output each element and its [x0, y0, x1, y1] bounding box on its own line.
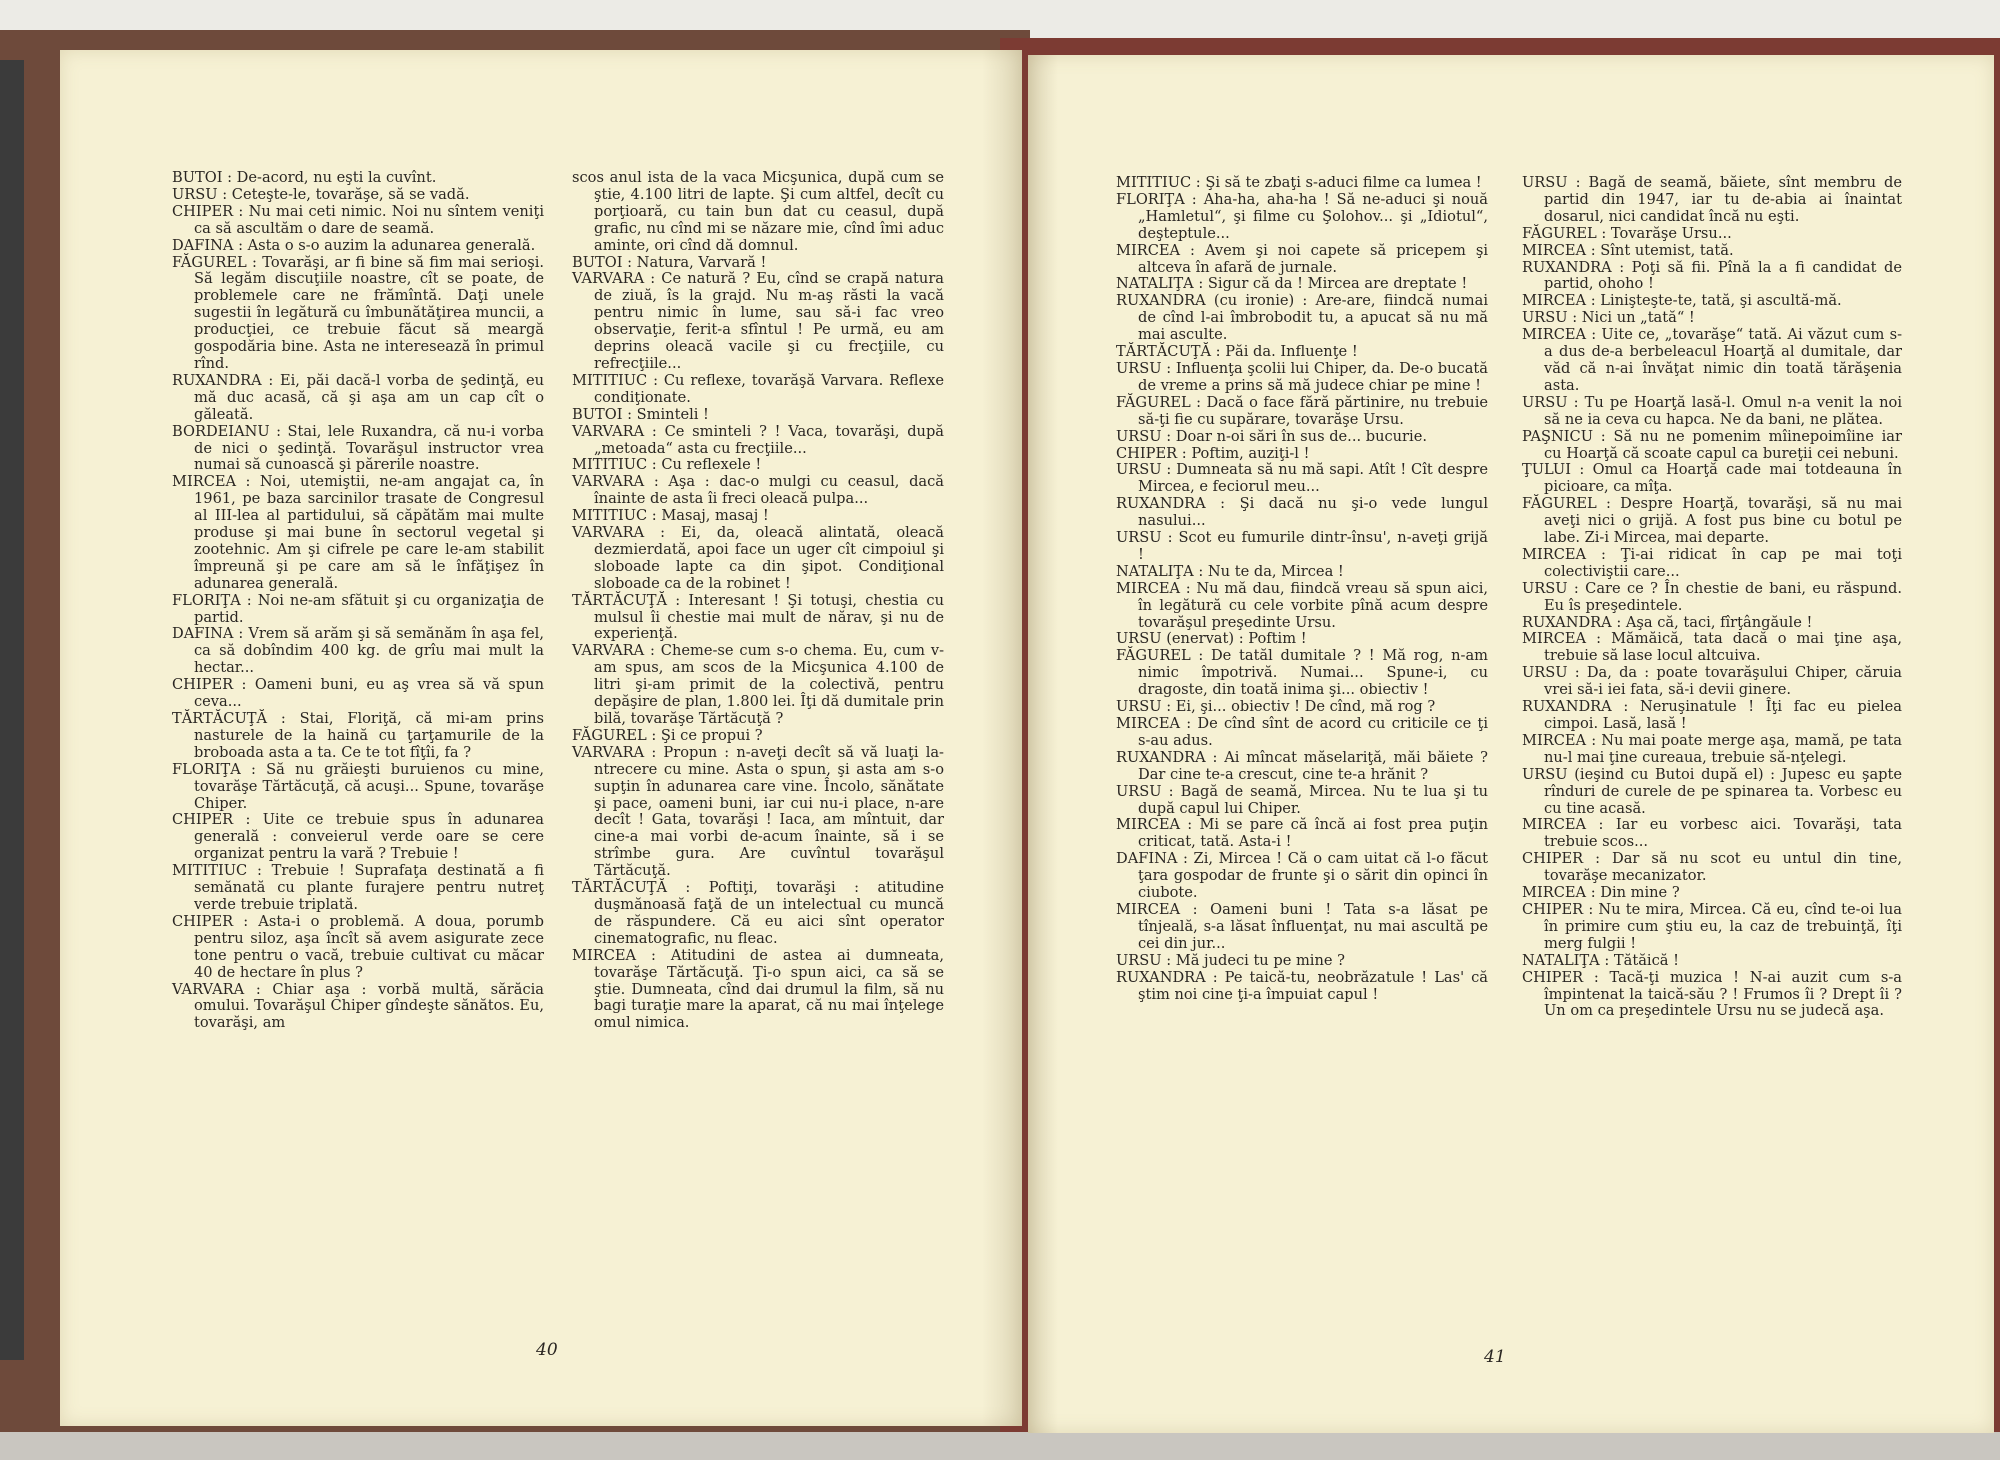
dialogue-line: FĂGUREL : De tatăl dumitale ? ! Mă rog, n-am nimic împotrivă. Numai... Spune-i, cu dragoste, din toată inima şi... obiectiv !: [1116, 647, 1488, 699]
dialogue-line: TĂRTĂCUŢĂ : Stai, Floriţă, că mi-am prins nasturele de la haină cu ţarţamurile de la broboada asta a ta. Ce te tot fîţîi, fa ?: [172, 710, 544, 761]
dialogue-line: MIRCEA : Mi se pare că încă ai fost prea puţin criticat, tată. Asta-i !: [1116, 816, 1488, 851]
right-page: [1028, 55, 1994, 1433]
dialogue-line: FLORIŢA : Noi ne-am sfătuit şi cu organizaţia de partid.: [172, 591, 544, 626]
dialogue-line: MIRCEA : Atitudini de astea ai dumneata, tovarăşe Tărtăcuţă. Ţi-o spun aici, ca să se ştie. Dumneata, cînd dai drumul la film, să nu bagi turaţie mare la aparat, că nu mai înţelege omul nimica.: [572, 946, 944, 1032]
dialogue-line: PAŞNICU : Să nu ne pomenim mîinepoimîine iar cu Hoarţă că scoate capul ca bureţii cei nebuni.: [1522, 427, 1902, 462]
dialogue-line: FLORIŢA : Să nu grăieşti buruienos cu mine, tovarăşe Tărtăcuţă, că acuşi... Spune, tovarăşe Chiper.: [172, 760, 544, 812]
dialogue-line: BORDEIANU : Stai, lele Ruxandra, că nu-i vorba de nici o şedinţă. Tovarăşul instructor vrea numai să cunoască şi părerile noastre.: [172, 422, 544, 474]
dialogue-line: URSU (enervat) : Poftim !: [1116, 630, 1307, 648]
dialogue-line: VARVARA : Cheme-se cum s-o chema. Eu, cum v-am spus, am scos de la Micşunica 4.100 de litri şi-am primit de la colectivă, pentru depăşire de plan, 1.800 lei. Îţi dă dumitale prin bilă, tovarăşe Tărtăcuţă ?: [572, 642, 944, 727]
dialogue-line: MITITIUC : Masaj, masaj !: [572, 507, 769, 525]
dialogue-line: FĂGUREL : Tovarăşi, ar fi bine să fim mai serioşi. Să legăm discuţiile noastre, cît se poate, de problemele care ne frămîntă. Daţi unele sugestii în legătură cu îmbunătăţirea muncii, a producţiei, ce trebuie făcut să meargă gospodăria bine. Asta ne interesează în primul rînd.: [172, 253, 544, 372]
dialogue-line: BUTOI : Sminteli !: [572, 405, 709, 423]
page-number: 41: [1484, 1347, 1506, 1367]
dialogue-line: URSU : Ceteşte-le, tovarăşe, să se vadă.: [172, 185, 470, 203]
dialogue-line: URSU : Da, da : poate tovarăşului Chiper, căruia vrei să-i iei fata, să-i devii ginere.: [1522, 664, 1902, 699]
dialogue-line: MITITIUC : Trebuie ! Suprafaţa destinată a fi semănată cu plante furajere pentru nutreţ verde trebuie triplată.: [172, 862, 544, 913]
dialogue-line: DAFINA : Zi, Mircea ! Că o cam uitat că l-o făcut ţara gospodar de frunte şi o sărit din opinci în ciubote.: [1116, 850, 1488, 902]
dialogue-line: TĂRTĂCUŢĂ : Interesant ! Şi totuşi, chestia cu mulsul îi chestie mai mult de nărav, şi nu de experienţă.: [572, 591, 944, 643]
dialogue-line: MIRCEA : Oameni buni ! Tata s-a lăsat pe tînjeală, s-a lăsat înfluenţat, nu mai ascultă pe cei din jur...: [1116, 900, 1488, 952]
page-number: 40: [536, 1340, 558, 1360]
dialogue-line: CHIPER : Dar să nu scot eu untul din tine, tovarăşe mecanizator.: [1522, 850, 1902, 885]
dialogue-line: RUXANDRA (cu ironie) : Are-are, fiindcă numai de cînd l-ai îmbrobodit tu, a apucat să nu mă mai asculte.: [1116, 292, 1488, 344]
left-page-column-1: [172, 170, 544, 1032]
dialogue-line: FĂGUREL : Despre Hoarţă, tovarăşi, să nu mai aveţi nici o grijă. A fost pus bine cu botul pe labe. Zi-i Mircea, mai departe.: [1522, 495, 1902, 547]
dialogue-line: URSU : Bagă de seamă, Mircea. Nu te lua şi tu după capul lui Chiper.: [1116, 782, 1488, 817]
book-edge: [0, 60, 24, 1360]
dialogue-line: FĂGUREL : Şi ce propui ?: [572, 726, 763, 744]
dialogue-line: MIRCEA : Sînt utemist, tată.: [1522, 241, 1734, 259]
dialogue-line: FĂGUREL : Dacă o face fără părtinire, nu trebuie să-ţi fie cu supărare, tovarăşe Ursu.: [1116, 393, 1488, 428]
dialogue-line: NATALIŢA : Tătăică !: [1522, 951, 1679, 969]
dialogue-line: MIRCEA : Avem şi noi capete să pricepem şi altceva în afară de jurnale.: [1116, 241, 1488, 276]
dialogue-line: RUXANDRA : Poţi să fii. Pînă la a fi candidat de partid, ohoho !: [1522, 258, 1902, 293]
dialogue-line: BUTOI : De-acord, nu eşti la cuvînt.: [172, 169, 437, 186]
dialogue-line: URSU : Influenţa şcolii lui Chiper, da. De-o bucată de vreme a prins să mă judece chiar pe mine !: [1116, 359, 1488, 394]
dialogue-line: CHIPER : Oameni buni, eu aş vrea să vă spun ceva...: [172, 676, 544, 711]
dialogue-line: URSU : Care ce ? În chestie de bani, eu răspund. Eu îs preşedintele.: [1522, 579, 1902, 614]
dialogue-line: RUXANDRA : Ei, păi dacă-l vorba de şedinţă, eu mă duc acasă, că şi aşa am un cap cît o găleată.: [172, 371, 544, 423]
dialogue-line: RUXANDRA : Şi dacă nu şi-o vede lungul nasului...: [1116, 495, 1488, 530]
dialogue-line: MIRCEA : Noi, utemiştii, ne-am angajat ca, în 1961, pe baza sarcinilor trasate de Congresul al III-lea al partidului, să căpătăm mai multe produse şi mai bune în sectorul vegetal şi zootehnic. Am şi cifrele pe care le-am stabilit împreună şi pe care am să le înfăţişez în adunarea generală.: [172, 473, 544, 592]
right-page-column-2: [1522, 175, 1902, 1020]
dialogue-line: MIRCEA : Iar eu vorbesc aici. Tovarăşi, tata trebuie scos...: [1522, 816, 1902, 851]
dialogue-line: VARVARA : Ce natură ? Eu, cînd se crapă natura de ziuă, îs la grajd. Nu m-aş răsti la vacă pentru nimic în lume, sau să-i fac vreo observaţie, ferit-a sfîntul ! Pe urmă, eu am deprins oleacă vacile şi cu frecţiile, cu refrecţiile...: [572, 270, 944, 372]
dialogue-line: MIRCEA : De cînd sînt de acord cu criticile ce ţi s-au adus.: [1116, 715, 1488, 749]
dialogue-line: ŢULUI : Omul ca Hoarţă cade mai totdeauna în picioare, ca mîţa.: [1522, 461, 1902, 496]
dialogue-line: RUXANDRA : Ai mîncat măselariţă, măi băiete ? Dar cine te-a crescut, cine te-a hrănit ?: [1116, 748, 1488, 783]
dialogue-line: CHIPER : Asta-i o problemă. A doua, porumb pentru siloz, aşa încît să avem asigurate zece tone pentru o vacă, trebuie cultivat cu măcar 40 de hectare în plus ?: [172, 912, 544, 981]
dialogue-line: URSU : Dumneata să nu mă sapi. Atît ! Cît despre Mircea, e feciorul meu...: [1116, 461, 1488, 496]
dialogue-line: VARVARA : Ce sminteli ? ! Vaca, tovarăşi, după „metoada“ asta cu frecţiile...: [572, 422, 944, 457]
dialogue-line: MIRCEA : Uite ce, „tovarăşe“ tată. Ai văzut cum s-a dus de-a berbeleacul Hoarţă al dumitale, dar văd că n-ai învăţat nimic din toată tărăşenia asta.: [1522, 326, 1902, 394]
dialogue-line: MITITIUC : Cu reflexe, tovarăşă Varvara. Reflexe condiţionate.: [572, 371, 944, 406]
dialogue-line: URSU : Mă judeci tu pe mine ?: [1116, 951, 1345, 969]
dialogue-line: MIRCEA : Nu mai poate merge aşa, mamă, pe tata nu-l mai ţine cureaua, trebuie să-nţelegi.: [1522, 731, 1902, 766]
dialogue-line: scos anul ista de la vaca Micşunica, după cum se ştie, 4.100 litri de lapte. Şi cum altfel, decît cu porţioară, cu tain bun dat cu ceasul, după grafic, nu cînd mi se năzare mie, cînd îmi aduc aminte, ori cînd dă domnul.: [572, 169, 944, 254]
dialogue-line: URSU : Nici un „tată“ !: [1522, 309, 1695, 327]
dialogue-line: RUXANDRA : Aşa că, taci, fîrţângăule !: [1522, 613, 1813, 631]
dialogue-line: VARVARA : Propun : n-aveţi decît să vă luaţi la-ntrecere cu mine. Asta o spun, şi asta am s-o supţin în adunarea care vine. Încolo, sănătate şi pace, oameni buni, iar cui nu-i place, n-are decît ! Gata, tovarăşi ! Iaca, am mîntuit, dar cine-a mai vorbi de-acum înainte, să i se strîmbe gura. Are cuvîntul tovarăşul Tărtăcuţă.: [572, 743, 944, 880]
dialogue-line: URSU : Ei, şi... obiectiv ! De cînd, mă rog ?: [1116, 698, 1436, 716]
dialogue-line: CHIPER : Uite ce trebuie spus în adunarea generală : conveierul verde oare se cere organizat pentru la vară ? Trebuie !: [172, 811, 544, 863]
dialogue-line: MITITIUC : Şi să te zbaţi s-aduci filme ca lumea !: [1116, 174, 1482, 191]
dialogue-line: MIRCEA : Linişteşte-te, tată, şi ascultă-mă.: [1522, 292, 1842, 310]
dialogue-line: NATALIŢA : Sigur că da ! Mircea are dreptate !: [1116, 275, 1468, 293]
left-page: [60, 50, 1022, 1426]
dialogue-line: DAFINA : Vrem să arăm şi să semănăm în aşa fel, ca să dobîndim 400 kg. de grîu mai mult la hectar...: [172, 625, 544, 677]
dialogue-line: TĂRTĂCUŢĂ : Păi da. Influenţe !: [1116, 343, 1358, 361]
dialogue-line: VARVARA : Aşa : dac-o mulgi cu ceasul, dacă înainte de asta îi freci oleacă pulpa...: [572, 473, 944, 508]
dialogue-line: RUXANDRA : Neruşinatule ! Îţi fac eu pielea cimpoi. Lasă, lasă !: [1522, 698, 1902, 732]
dialogue-line: BUTOI : Natura, Varvară !: [572, 253, 767, 271]
dialogue-line: URSU : Doar n-oi sări în sus de... bucurie.: [1116, 427, 1427, 445]
dialogue-line: CHIPER : Tacă-ţi muzica ! N-ai auzit cum s-a împintenat la taică-său ? ! Frumos îi ? Drept îi ? Un om ca preşedintele Ursu nu se judecă aşa.: [1522, 968, 1902, 1020]
dialogue-line: URSU (ieşind cu Butoi după el) : Jupesc eu şapte rînduri de curele de pe spinarea ta. Vorbesc eu cu tine acasă.: [1522, 765, 1902, 817]
dialogue-line: MIRCEA : Din mine ?: [1522, 884, 1680, 902]
dialogue-line: DAFINA : Asta o s-o auzim la adunarea generală.: [172, 236, 536, 254]
dialogue-line: CHIPER : Nu te mira, Mircea. Că eu, cînd te-oi lua în primire cum ştiu eu, la caz de trebuinţă, îţi merg fulgii !: [1522, 900, 1902, 952]
dialogue-line: NATALIŢA : Nu te da, Mircea !: [1116, 562, 1344, 580]
dialogue-line: VARVARA : Ei, da, oleacă alintată, oleacă dezmierdată, apoi face un uger cît cimpoiul şi sloboade lapte ca din şipot. Condiţional sloboade ca de la robinet !: [572, 524, 944, 592]
dialogue-line: URSU : Tu pe Hoarţă lasă-l. Omul n-a venit la noi să ne ia ceva cu hapca. Ne da bani, ne plătea.: [1522, 393, 1902, 428]
dialogue-line: URSU : Bagă de seamă, băiete, sînt membru de partid din 1947, iar tu de-abia ai înaintat dosarul, nici candidat încă nu eşti.: [1522, 174, 1902, 225]
dialogue-line: CHIPER : Nu mai ceti nimic. Noi nu sîntem veniţi ca să ascultăm o dare de seamă.: [172, 202, 544, 237]
dialogue-line: URSU : Scot eu fumurile dintr-însu', n-aveţi grijă !: [1116, 529, 1488, 563]
dialogue-line: MIRCEA : Nu mă dau, fiindcă vreau să spun aici, în legătură cu cele vorbite pînă acum despre tovarăşul preşedinte Ursu.: [1116, 579, 1488, 631]
background-bottom: [0, 1432, 2000, 1460]
dialogue-line: FLORIŢA : Aha-ha, aha-ha ! Să ne-aduci şi nouă „Hamletul“, şi filme cu Şolohov... şi „Idiotul“, deşteptule...: [1116, 190, 1488, 242]
dialogue-line: VARVARA : Chiar aşa : vorbă multă, sărăcia omului. Tovarăşul Chiper gîndeşte sănătos. Eu, tovarăşi, am: [172, 980, 544, 1032]
left-page-column-2: [572, 170, 944, 1032]
dialogue-line: MIRCEA : Mămăică, tata dacă o mai ţine aşa, trebuie să lase locul altcuiva.: [1522, 630, 1902, 665]
dialogue-line: CHIPER : Poftim, auziţi-l !: [1116, 444, 1310, 462]
dialogue-line: FĂGUREL : Tovarăşe Ursu...: [1522, 224, 1732, 242]
right-page-column-1: [1116, 175, 1488, 1003]
dialogue-line: RUXANDRA : Pe taică-tu, neobrăzatule ! Las' că ştim noi cine ţi-a împuiat capul !: [1116, 968, 1488, 1003]
dialogue-line: MITITIUC : Cu reflexele !: [572, 456, 762, 474]
dialogue-line: MIRCEA : Ţi-ai ridicat în cap pe mai toţi colectiviştii care...: [1522, 545, 1902, 580]
dialogue-line: TĂRTĂCUŢĂ : Poftiţi, tovarăşi : atitudine duşmănoasă faţă de un intelectual cu muncă de răspundere. Că eu aici sînt operator cinematografic, nu fleac.: [572, 879, 944, 947]
